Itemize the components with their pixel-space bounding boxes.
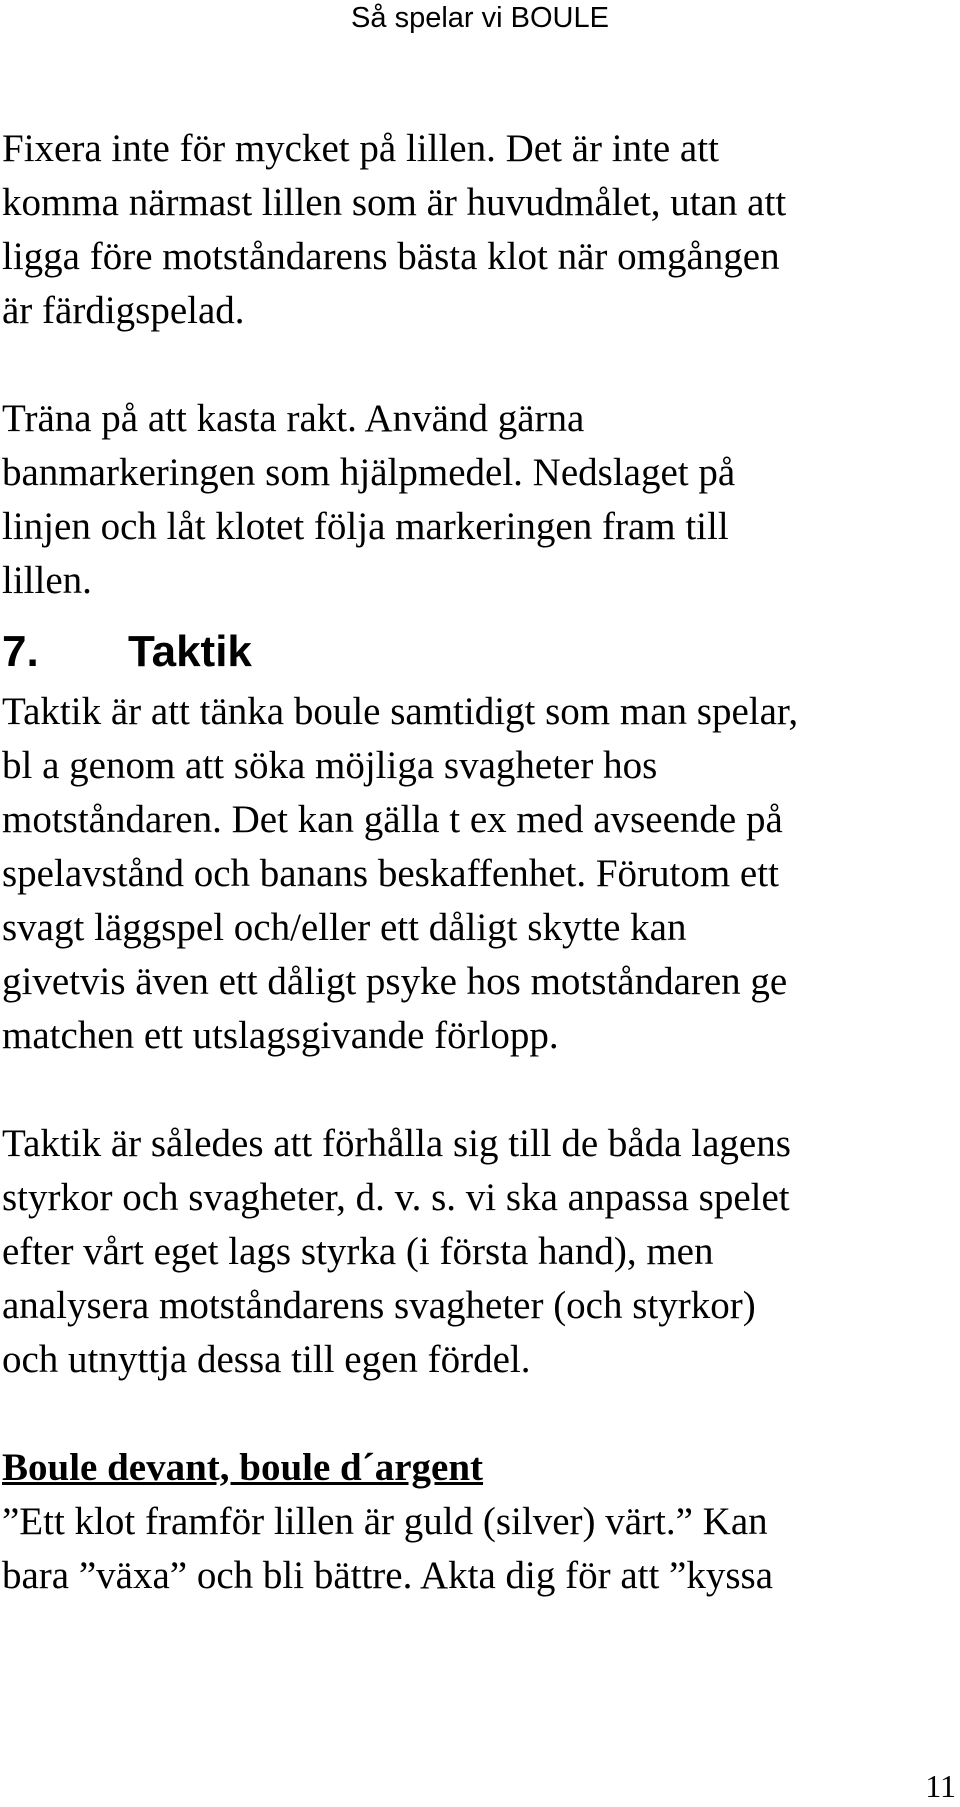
paragraph-lillen: Fixera inte för mycket på lillen. Det är inte att komma närmast lillen som är huvudmålet, utan att ligga före motståndarens bästa klot när omgången är färdigspelad. bbox=[2, 127, 787, 332]
section-title: Taktik bbox=[128, 627, 252, 676]
paragraph-spacer bbox=[2, 1387, 957, 1441]
paragraph-spacer bbox=[2, 1063, 957, 1117]
running-header: Så spelar vi BOULE bbox=[351, 2, 609, 34]
paragraph-spacer bbox=[2, 338, 957, 392]
page-body bbox=[2, 122, 957, 1603]
paragraph-klot-framfor: ”Ett klot framför lillen är guld (silver) värt.” Kan bara ”växa” och bli bättre. Akta dig för att ”kyssa bbox=[2, 1500, 774, 1597]
subheading-boule-devant: Boule devant, boule d´argent bbox=[2, 1446, 484, 1489]
page-number: 11 bbox=[925, 1768, 956, 1804]
paragraph-taktik-intro: Taktik är att tänka boule samtidigt som man spelar, bl a genom att söka möjliga svagheter hos motståndaren. Det kan gälla t ex med avseende på spelavstånd och banans beskaffenhet. Förutom ett svagt läggspel och/eller ett dåligt skytte kan givetvis även ett dåligt psyke hos motståndaren ge matchen ett utslagsgivande förlopp. bbox=[2, 690, 799, 1057]
paragraph-kasta-rakt: Träna på att kasta rakt. Använd gärna banmarkeringen som hjälpmedel. Nedslaget på linjen och låt klotet följa markeringen fram till lillen. bbox=[2, 397, 736, 602]
section-heading bbox=[2, 619, 957, 685]
section-number: 7. bbox=[2, 627, 39, 676]
paragraph-taktik-styrkor: Taktik är således att förhålla sig till de båda lagens styrkor och svagheter, d. v. s. vi ska anpassa spelet efter vårt eget lags styrka (i första hand), men analysera motståndarens svagheter (och styrkor) och utnyttja dessa till egen fördel. bbox=[2, 1122, 791, 1381]
